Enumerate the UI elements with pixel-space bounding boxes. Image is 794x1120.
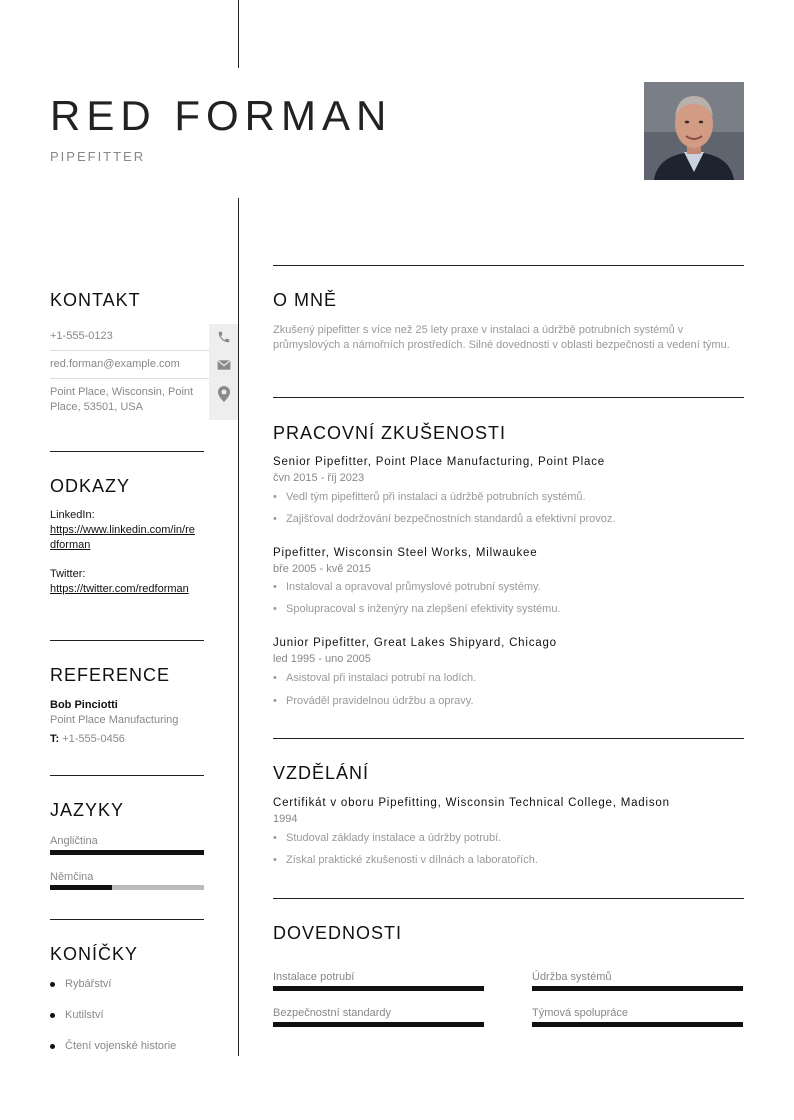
skill-label: Instalace potrubí (273, 971, 355, 983)
job-bullet-text: Instaloval a opravoval průmyslové potrubní systémy. (286, 581, 541, 593)
job-bullet: • Vedl tým pipefitterů při instalaci a údržbě potrubních systémů. (273, 491, 586, 503)
bullet-dot-icon (50, 982, 55, 987)
hobby-item (50, 978, 111, 990)
job-bullet: • Prováděl pravidelnou údržbu a opravy. (273, 695, 474, 707)
hobby-text: Rybářství (65, 978, 112, 990)
experience-divider (273, 397, 744, 398)
reference-company: Point Place Manufacturing (50, 714, 179, 726)
job-bullet: • Instaloval a opravoval průmyslové potrubní systémy. (273, 581, 541, 593)
languages-heading: JAZYKY (50, 800, 125, 820)
job-bullet: • Zajišťoval dodržování bezpečnostních standardů a efektivní provoz. (273, 513, 616, 525)
reference-phone (50, 732, 125, 747)
about-heading: O MNĚ (273, 290, 338, 310)
envelope-icon (209, 358, 238, 374)
skill-level-bar (532, 1022, 743, 1027)
about-divider (273, 265, 744, 266)
hobby-item (50, 1009, 104, 1021)
sidebar-divider-4 (50, 919, 204, 920)
job-date: čvn 2015 - říj 2023 (273, 472, 365, 484)
sidebar-divider-1 (50, 451, 204, 452)
twitter-label: Twitter: (50, 568, 86, 580)
portrait-image (644, 82, 744, 180)
job-bullet-text: Prováděl pravidelnou údržbu a opravy. (286, 695, 474, 707)
top-divider-line (238, 0, 239, 68)
profile-photo (644, 82, 744, 180)
contact-address-text: Point Place, Wisconsin, Point Place, 53501, USA (50, 386, 194, 413)
skill-item (532, 971, 743, 991)
about-text: Zkušený pipefitter s více než 25 lety praxe v instalaci a údržbě potrubních systémů v průmyslových a námořních prostředích. Silné dovednosti v oblasti bezpečnosti a vedení týmu. (273, 324, 730, 351)
education-bullet-text: Získal praktické zkušenosti v dílnách a laboratořích. (286, 854, 538, 866)
education-title: Certifikát v oboru Pipefitting, Wisconsin Technical College, Madison (273, 797, 670, 809)
job-title: Junior Pipefitter, Great Lakes Shipyard, Chicago (273, 637, 557, 649)
bullet-dot-icon (50, 1044, 55, 1049)
education-bullet-text: Studoval základy instalace a údržby potrubí. (286, 832, 502, 844)
language-level-fill (50, 885, 112, 890)
hobbies-heading: KONÍČKY (50, 944, 139, 964)
reference-phone-value: +1-555-0456 (62, 733, 125, 745)
phone-icon (209, 330, 238, 347)
job-title: Pipefitter, Wisconsin Steel Works, Milwaukee (273, 547, 538, 559)
linkedin-label: LinkedIn: (50, 509, 95, 521)
references-heading: REFERENCE (50, 665, 171, 685)
candidate-job-title: PIPEFITTER (50, 149, 146, 164)
reference-name: Bob Pinciotti (50, 699, 118, 711)
job-bullet: • Spolupracoval s inženýry na zlepšení efektivity systému. (273, 603, 561, 615)
job-bullet-text: Zajišťoval dodržování bezpečnostních standardů a efektivní provoz. (286, 513, 616, 525)
sidebar-divider-3 (50, 775, 204, 776)
contact-email-text: red.forman@example.com (50, 358, 180, 370)
job-bullet-text: Vedl tým pipefitterů při instalaci a údržbě potrubních systémů. (286, 491, 586, 503)
experience-heading: PRACOVNÍ ZKUŠENOSTI (273, 423, 507, 443)
candidate-name: RED FORMAN (50, 92, 393, 139)
job-title: Senior Pipefitter, Point Place Manufacturing, Point Place (273, 456, 605, 468)
skill-item (273, 971, 484, 991)
skill-label: Týmová spolupráce (532, 1007, 628, 1019)
hobby-item (50, 1040, 176, 1052)
education-divider (273, 738, 744, 739)
education-bullet: • Získal praktické zkušenosti v dílnách a laboratořích. (273, 854, 538, 866)
sidebar-divider-2 (50, 640, 204, 641)
skill-level-bar (273, 1022, 484, 1027)
linkedin-link[interactable]: https://www.linkedin.com/in/redforman (50, 524, 195, 551)
hobby-text: Kutilství (65, 1009, 104, 1021)
language-name: Angličtina (50, 835, 98, 847)
contact-phone-text: +1-555-0123 (50, 330, 113, 342)
contact-icon-strip (209, 324, 238, 420)
twitter-link[interactable]: https://twitter.com/redforman (50, 583, 189, 595)
bullet-dot-icon (50, 1013, 55, 1018)
education-heading: VZDĚLÁNÍ (273, 763, 370, 783)
language-level-bar (50, 885, 204, 890)
skills-heading: DOVEDNOSTI (273, 923, 403, 943)
skill-level-bar (273, 986, 484, 991)
education-bullet: • Studoval základy instalace a údržby potrubí. (273, 832, 502, 844)
skill-label: Bezpečnostní standardy (273, 1007, 392, 1019)
skill-label: Údržba systémů (532, 971, 612, 983)
column-divider-line (238, 198, 239, 1056)
job-date: led 1995 - uno 2005 (273, 653, 371, 665)
contact-heading: KONTAKT (50, 290, 141, 310)
education-year: 1994 (273, 813, 298, 825)
job-bullet-text: Spolupracoval s inženýry na zlepšení efektivity systému. (286, 603, 561, 615)
map-pin-icon (209, 386, 238, 405)
contact-address (50, 385, 208, 419)
hobby-text: Čtení vojenské historie (65, 1040, 177, 1052)
skill-item (273, 1007, 484, 1027)
skills-divider (273, 898, 744, 899)
job-bullet-text: Asistoval při instalaci potrubí na lodích. (286, 672, 477, 684)
language-name: Němčina (50, 871, 94, 883)
language-level-fill (50, 850, 204, 855)
language-level-bar (50, 850, 204, 855)
reference-phone-label: T: (50, 733, 60, 745)
job-bullet: • Asistoval při instalaci potrubí na lodích. (273, 672, 477, 684)
links-heading: ODKAZY (50, 476, 131, 496)
skill-item (532, 1007, 743, 1027)
skill-level-bar (532, 986, 743, 991)
job-date: bře 2005 - kvě 2015 (273, 563, 371, 575)
